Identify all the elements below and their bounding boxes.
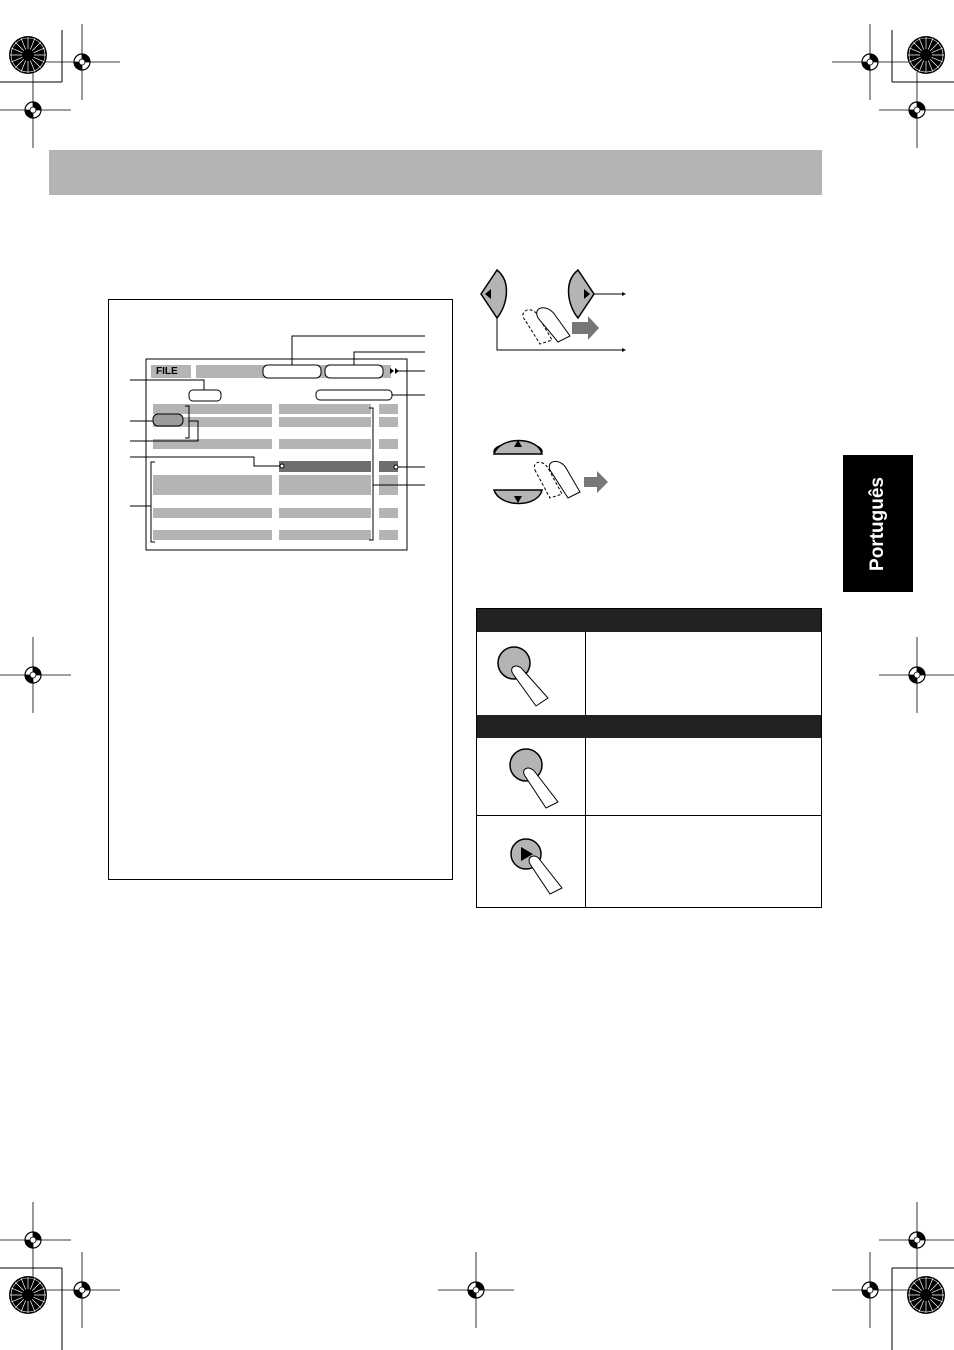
play-button-press-icon: [511, 839, 562, 894]
file-label: FILE: [156, 366, 178, 377]
round-button-press-icon: [498, 647, 548, 706]
language-tab-label: Português: [867, 476, 888, 571]
round-button-press-icon-2: [510, 749, 558, 808]
